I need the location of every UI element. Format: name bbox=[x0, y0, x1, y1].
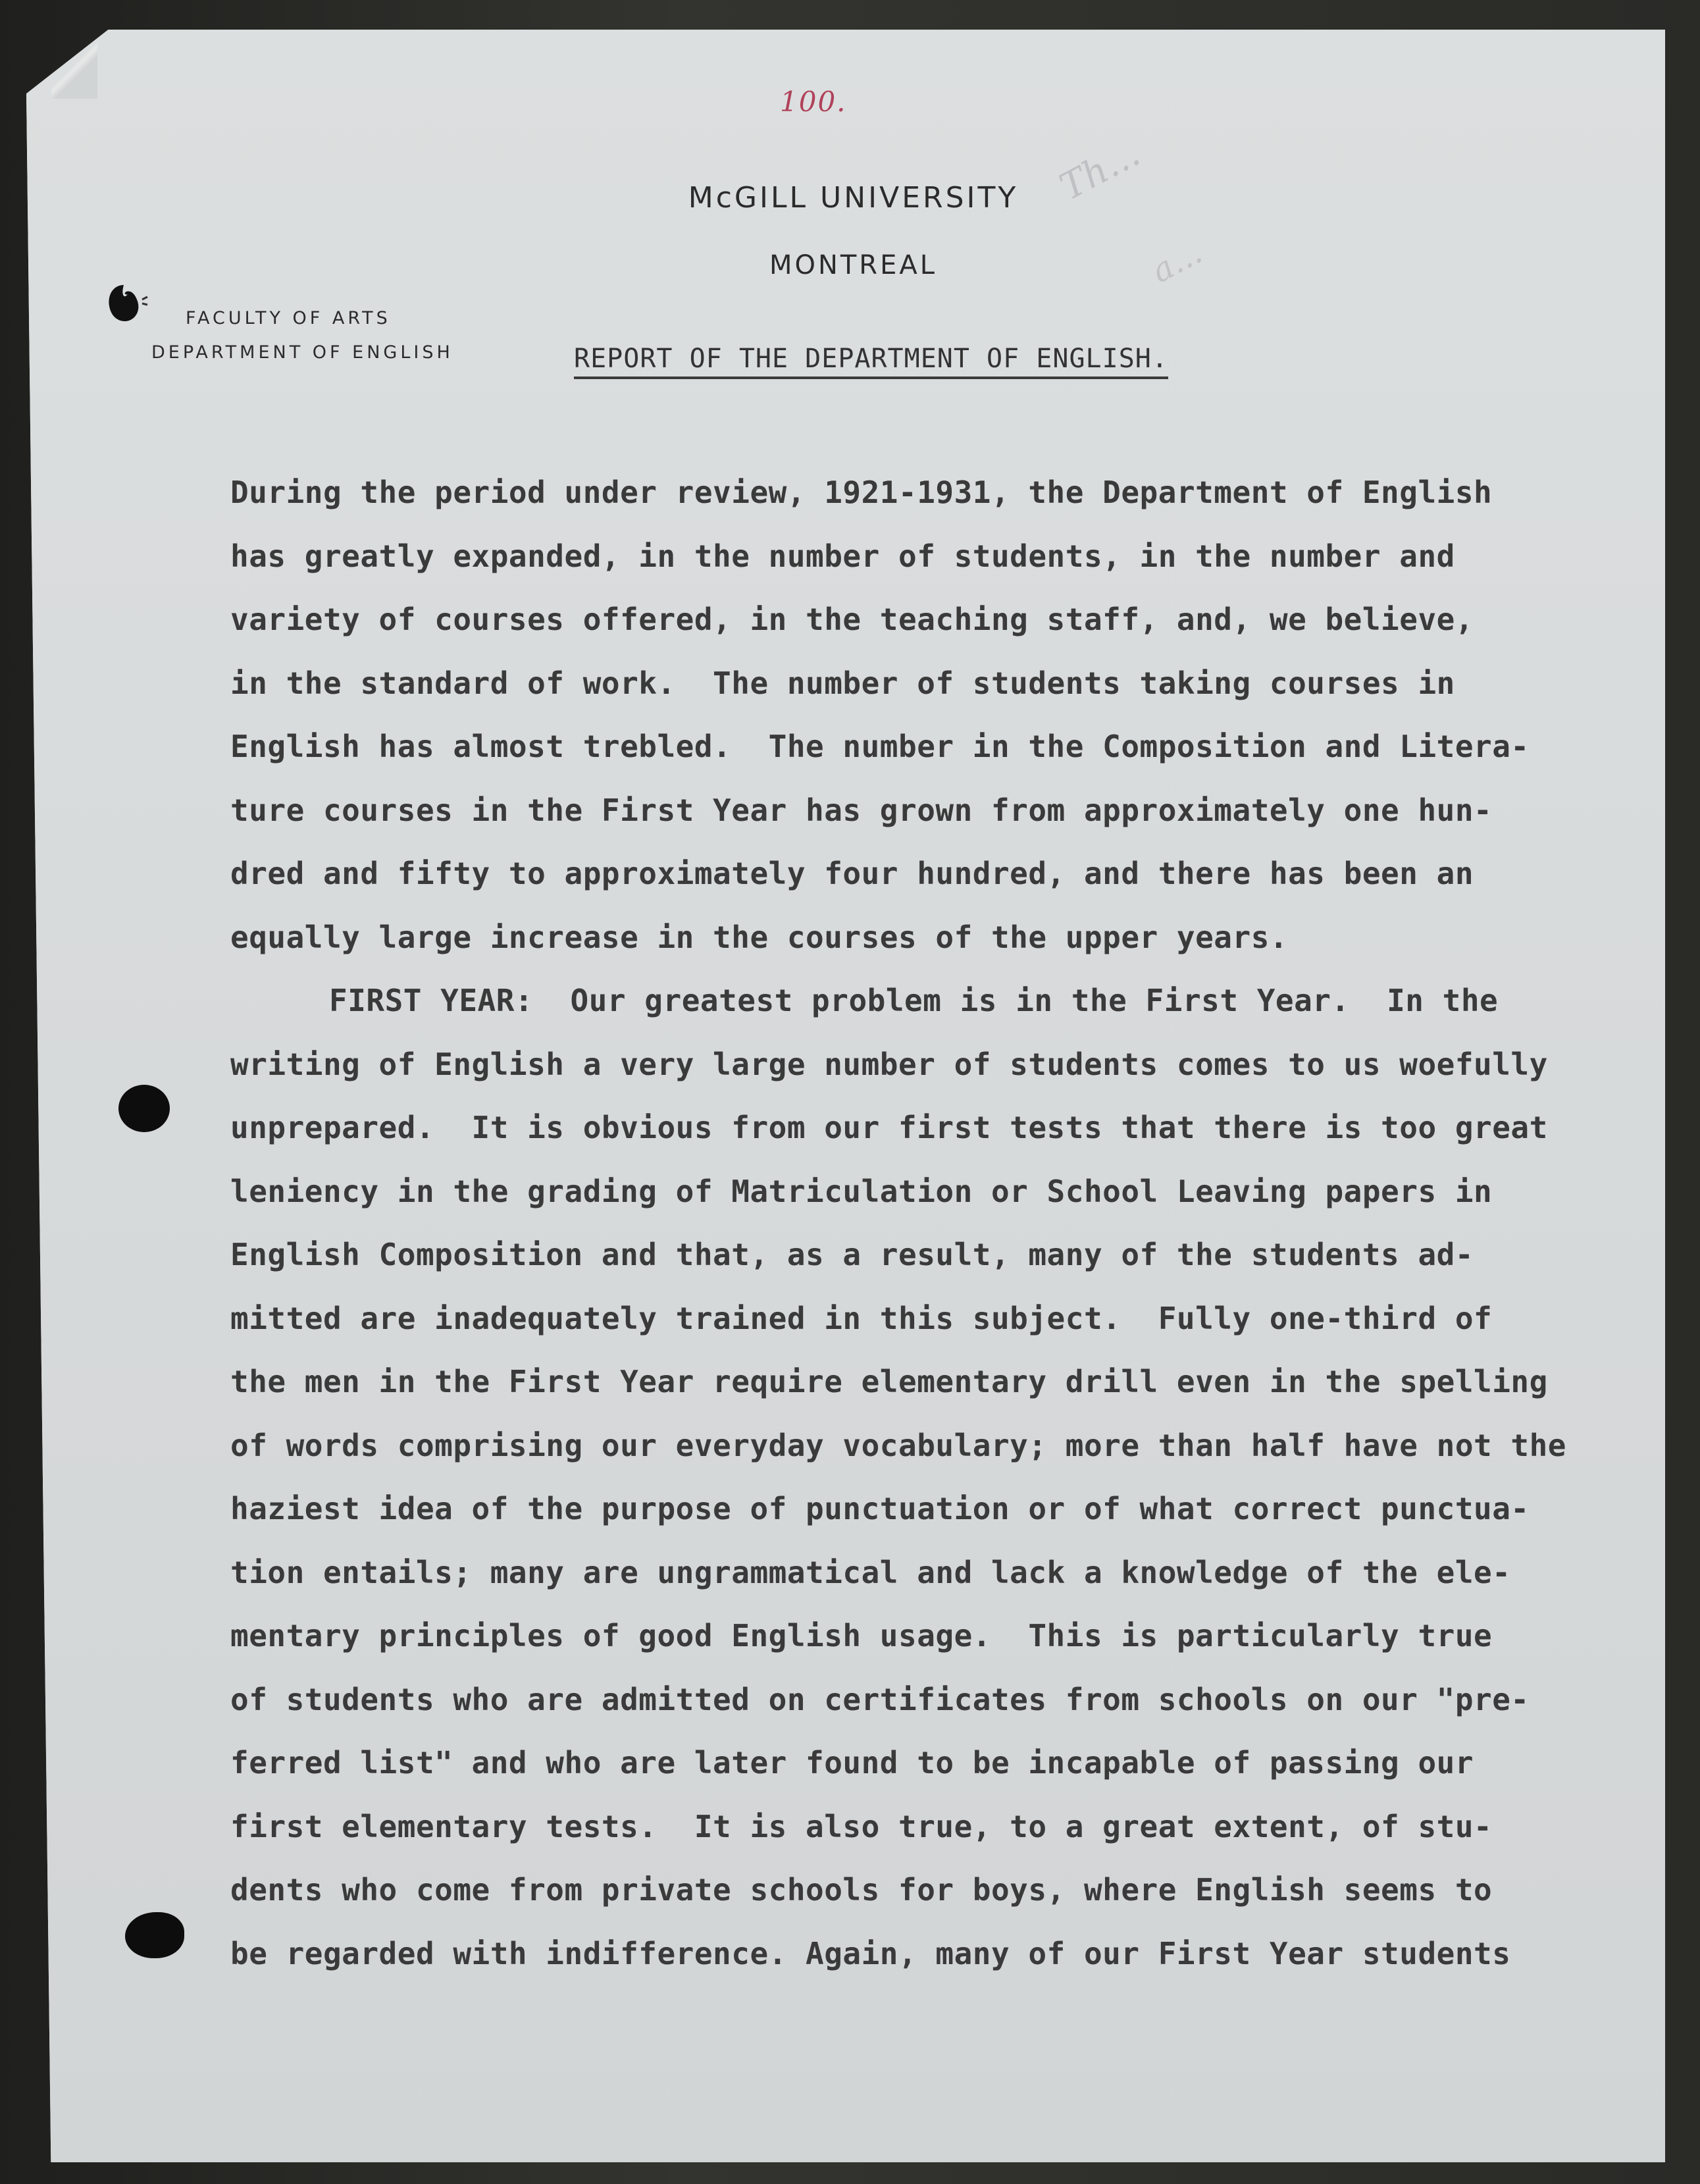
folded-corner bbox=[51, 39, 97, 99]
university-name-text: McGILL UNIVERSITY bbox=[688, 181, 1019, 215]
city-name bbox=[0, 250, 1700, 280]
body-line: variety of courses offered, in the teaching staff, and, we believe, bbox=[230, 602, 1474, 637]
body-line: unprepared. It is obvious from our first tests that there is too great bbox=[230, 1110, 1548, 1145]
body-line: leniency in the grading of Matriculation or School Leaving papers in bbox=[230, 1173, 1493, 1209]
pencil-annotation-2: a... bbox=[1145, 232, 1208, 291]
body-line: dents who come from private schools for boys, where English seems to bbox=[230, 1872, 1493, 1908]
body-line: ferred list" and who are later found to be incapable of passing our bbox=[230, 1745, 1474, 1781]
body-line: ture courses in the First Year has grown from approximately one hun- bbox=[230, 792, 1493, 828]
punch-hole-upper bbox=[118, 1085, 170, 1132]
body-line: in the standard of work. The number of students taking courses in bbox=[230, 665, 1455, 701]
body-line: tion entails; many are ungrammatical and lack a knowledge of the ele- bbox=[230, 1554, 1511, 1590]
pencil-annotation-1: Th... bbox=[1053, 132, 1147, 209]
body-line: the men in the First Year require elementary drill even in the spelling bbox=[230, 1364, 1548, 1399]
body-line: of words comprising our everyday vocabulary; more than half have not the bbox=[230, 1427, 1566, 1463]
body-line: equally large increase in the courses of the upper years. bbox=[230, 919, 1289, 955]
report-title: REPORT OF THE DEPARTMENT OF ENGLISH. bbox=[574, 344, 1168, 379]
body-line: haziest idea of the purpose of punctuation or of what correct punctua- bbox=[230, 1491, 1530, 1526]
department-label: DEPARTMENT OF ENGLISH bbox=[151, 342, 453, 363]
body-line-first-year-heading: FIRST YEAR: Our greatest problem is in the First Year. In the bbox=[329, 983, 1499, 1018]
faculty-label: FACULTY OF ARTS bbox=[186, 308, 391, 328]
folio-number: 100. bbox=[780, 86, 847, 118]
body-line: mentary principles of good English usage. This is particularly true bbox=[230, 1618, 1493, 1653]
university-name bbox=[0, 181, 1700, 215]
body-line: be regarded with indifference. Again, many of our First Year students bbox=[230, 1935, 1511, 1971]
body-line: of students who are admitted on certificates from schools on our "pre- bbox=[230, 1681, 1530, 1717]
body-line: first elementary tests. It is also true, to a great extent, of stu- bbox=[230, 1808, 1493, 1844]
body-line: writing of English a very large number of students comes to us woefully bbox=[230, 1046, 1548, 1082]
body-line: mitted are inadequately trained in this subject. Fully one-third of bbox=[230, 1300, 1493, 1336]
letterhead-department bbox=[151, 301, 453, 370]
body-line: has greatly expanded, in the number of students, in the number and bbox=[230, 538, 1455, 574]
body-line: English Composition and that, as a result, many of the students ad- bbox=[230, 1237, 1474, 1272]
body-line: During the period under review, 1921-1931, the Department of English bbox=[230, 475, 1493, 510]
body-line: English has almost trebled. The number in the Composition and Litera- bbox=[230, 729, 1530, 764]
punch-hole-lower bbox=[125, 1912, 184, 1958]
report-body bbox=[230, 461, 1626, 1985]
crest-icon bbox=[104, 280, 150, 332]
city-name-text: MONTREAL bbox=[769, 250, 938, 280]
body-line: dred and fifty to approximately four hundred, and there has been an bbox=[230, 856, 1474, 891]
